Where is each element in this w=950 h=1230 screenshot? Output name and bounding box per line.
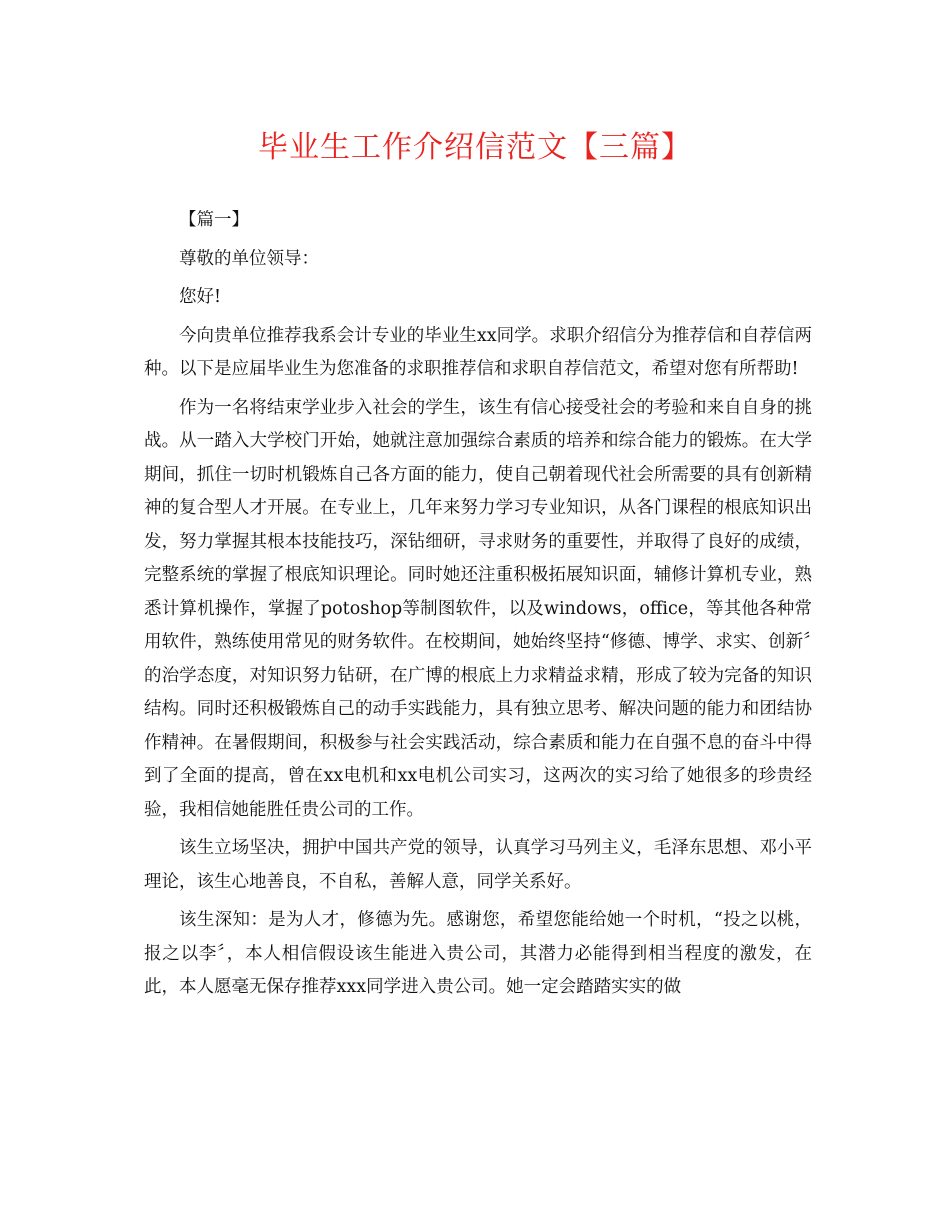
- document-title: 毕业生工作介绍信范文【三篇】: [258, 130, 692, 165]
- paragraph-stance: 该生立场坚决，拥护中国共产党的领导，认真学习马列主义，毛泽东思想、邓小平理论，该生心地善良，不自私，善解人意，同学关系好。: [144, 838, 812, 892]
- document-body: [144, 204, 812, 1010]
- paragraph-intro: 今向贵单位推荐我系会计专业的毕业生xx同学。求职介绍信分为推荐信和自荐信两种。以下是应届毕业生为您准备的求职推荐信和求职自荐信范文，希望对您有所帮助!: [144, 325, 812, 379]
- section-heading: 【篇一】: [179, 210, 249, 230]
- paragraph-main: 作为一名将结束学业步入社会的学生，该生有信心接受社会的考验和来自自身的挑战。从一踏入大学校门开始，她就注意加强综合素质的培养和综合能力的锻炼。在大学期间，抓住一切时机锻炼自己各方面的能力，使自己朝着现代社会所需要的具有创新精神的复合型人才开展。在专业上，几年来努力学习专业知识，从各门课程的根底知识出发，努力掌握其根本技能技巧，深钻细研，寻求财务的重要性，并取得了良好的成绩，完整系统的掌握了根底知识理论。同时她还注重积极拓展知识面，辅修计算机专业，熟悉计算机操作，掌握了potoshop等制图软件，以及windows，office，等其他各种常用软件，熟练使用常见的财务软件。在校期间，她始终坚持“修德、博学、求实、创新〞的治学态度，对知识努力钻研，在广博的根底上力求精益求精，形成了较为完备的知识结构。同时还积极锻炼自己的动手实践能力，具有独立思考、解决问题的能力和团结协作精神。在暑假期间，积极参与社会实践活动，综合素质和能力在自强不息的奋斗中得到了全面的提高，曾在xx电机和xx电机公司实习，这两次的实习给了她很多的珍贵经验，我相信她能胜任贵公司的工作。: [144, 397, 812, 820]
- greeting: 您好!: [179, 287, 222, 307]
- paragraph-recommendation: 该生深知：是为人才，修德为先。感谢您，希望您能给她一个时机，“投之以桃，报之以李〞，本人相信假设该生能进入贵公司，其潜力必能得到相当程度的激发，在此，本人愿毫无保存推荐xxx同学进入贵公司。她一定会踏踏实实的做: [144, 910, 812, 997]
- salutation: 尊敬的单位领导：: [179, 248, 319, 269]
